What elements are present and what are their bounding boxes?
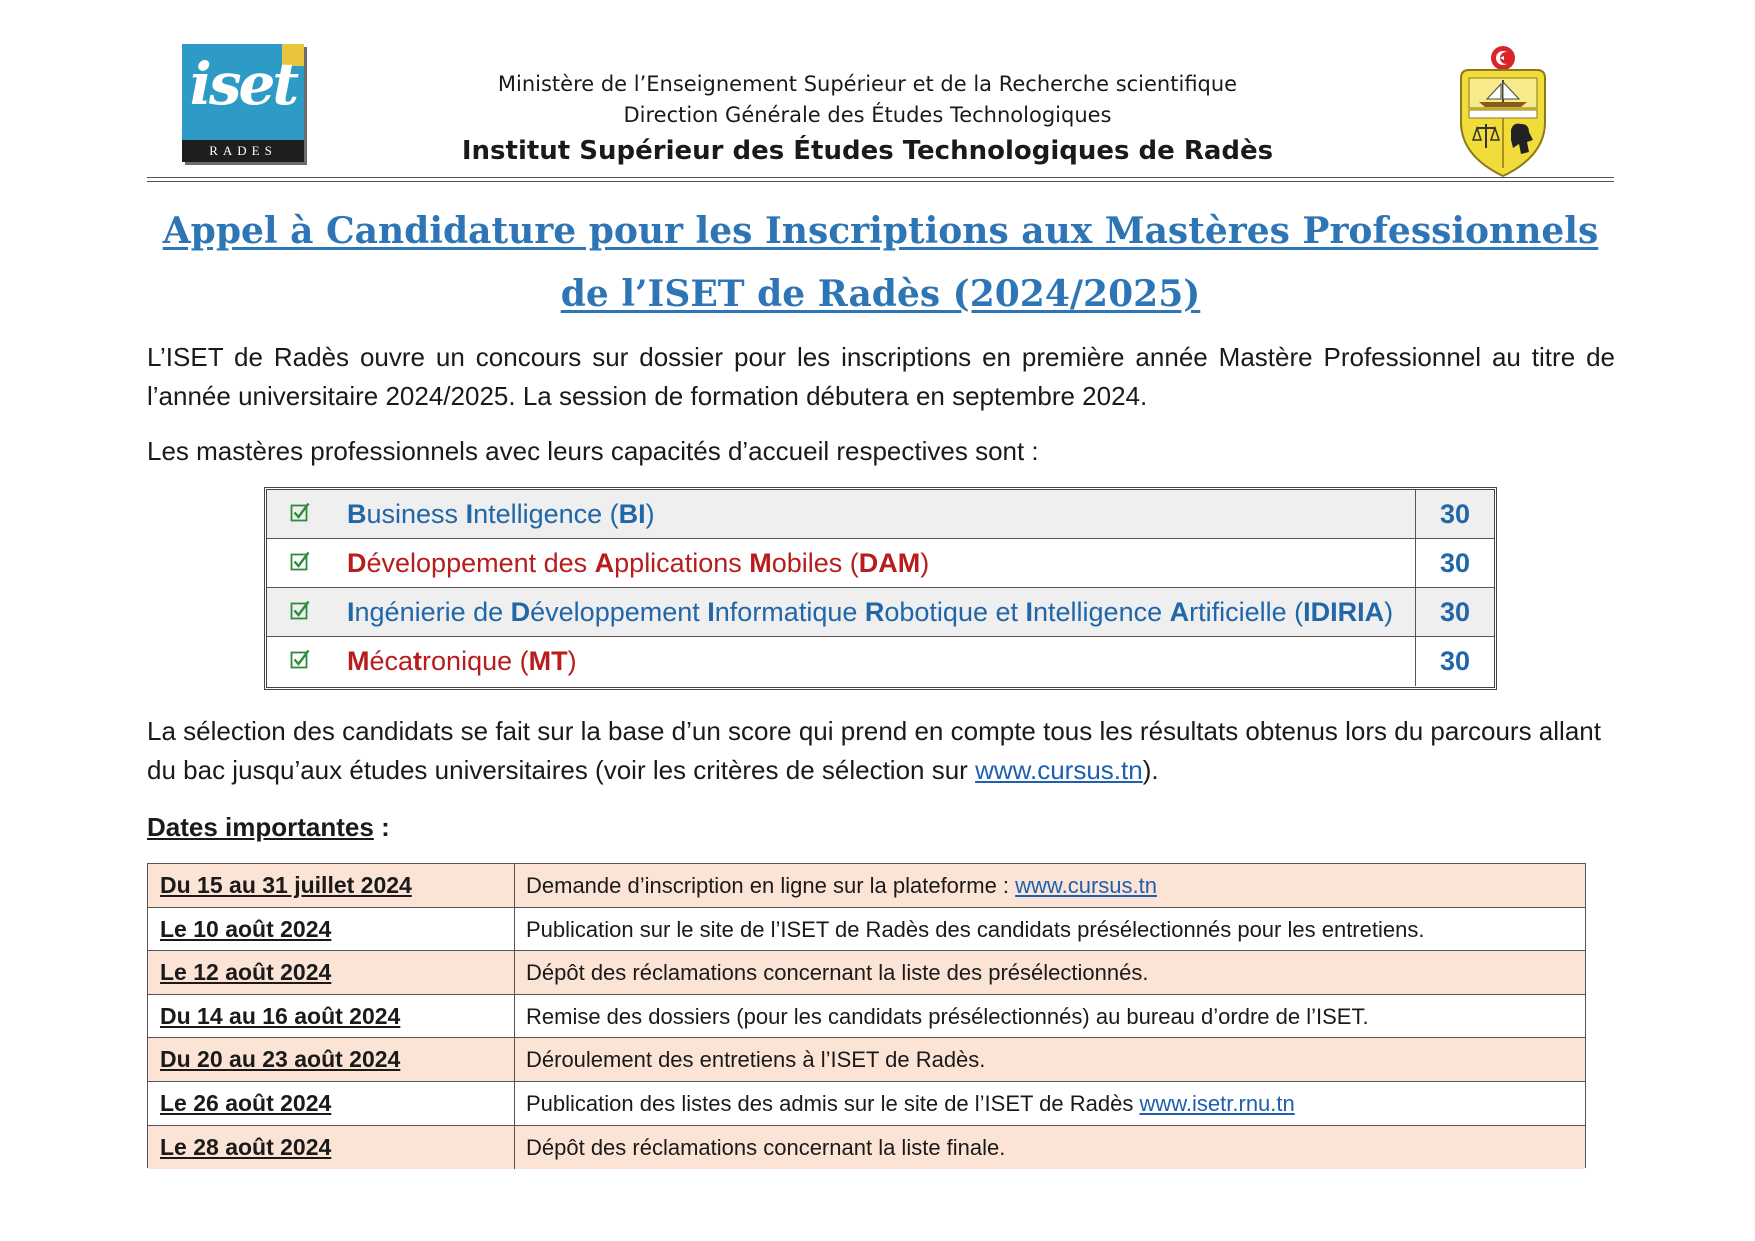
column-divider xyxy=(514,1038,515,1081)
master-row xyxy=(267,490,1494,539)
cursus-link[interactable]: www.cursus.tn xyxy=(975,755,1143,785)
tunisia-coat-of-arms-icon xyxy=(1455,44,1551,178)
ministry-line: Ministère de l’Enseignement Supérieur et de la Recherche scientifique xyxy=(497,72,1238,96)
checked-box-icon xyxy=(290,649,310,669)
event-link[interactable]: www.cursus.tn xyxy=(1015,873,1157,898)
master-row xyxy=(267,637,1494,686)
column-divider xyxy=(514,951,515,994)
column-divider xyxy=(514,908,515,951)
event-description xyxy=(526,908,1424,951)
event-text: Remise des dossiers (pour les candidats présélectionnés) au bureau d’ordre de l’ISET. xyxy=(526,1003,1369,1029)
selection-text-end: ). xyxy=(1142,755,1159,785)
event-text: Dépôt des réclamations concernant la liste finale. xyxy=(526,1134,1006,1160)
master-name: Développement des Applications Mobiles (DAM) xyxy=(347,548,930,578)
dates-table xyxy=(147,863,1586,1168)
event-description xyxy=(526,1038,985,1081)
dates-heading-label: Dates importantes xyxy=(147,812,374,842)
event-text: Dépôt des réclamations concernant la liste des présélectionnés. xyxy=(526,960,1149,986)
column-divider xyxy=(514,1126,515,1170)
date-cell: Du 15 au 31 juillet 2024 xyxy=(160,872,412,898)
date-row xyxy=(148,864,1585,908)
logo-caption: RADES xyxy=(182,140,304,162)
date-row xyxy=(148,951,1585,995)
column-divider xyxy=(1415,588,1416,636)
intro-paragraph: L’ISET de Radès ouvre un concours sur dossier pour les inscriptions en première année Mastère Professionnel au titre de l’année universitaire 2024/2025. La session de formation débutera en septembre 2024. xyxy=(147,342,1615,411)
event-description xyxy=(526,1126,1005,1169)
checked-box-icon xyxy=(290,600,310,620)
date-row xyxy=(148,995,1585,1039)
event-text: Déroulement des entretiens à l’ISET de Radès. xyxy=(526,1047,986,1073)
master-capacity: 30 xyxy=(1439,499,1471,529)
date-cell: Le 12 août 2024 xyxy=(160,959,332,986)
masters-table xyxy=(264,487,1497,690)
master-name: Mécatronique (MT) xyxy=(347,646,577,676)
column-divider xyxy=(1415,637,1416,686)
date-row xyxy=(148,1126,1585,1170)
date-row xyxy=(148,1082,1585,1126)
master-name: Ingénierie de Développement Informatique Robotique et Intelligence Artificielle (IDIRIA) xyxy=(347,597,1394,627)
master-capacity: 30 xyxy=(1439,646,1471,676)
column-divider xyxy=(1415,490,1416,538)
dates-heading-colon: : xyxy=(373,812,390,842)
header-rule-thin xyxy=(147,181,1614,182)
header-rule xyxy=(147,177,1614,178)
master-row xyxy=(267,539,1494,588)
dates-heading xyxy=(147,812,390,843)
iset-rades-logo xyxy=(182,44,304,162)
date-cell: Le 26 août 2024 xyxy=(160,1090,332,1116)
date-cell: Le 10 août 2024 xyxy=(160,915,332,942)
master-name: Business Intelligence (BI) xyxy=(347,499,655,529)
column-divider xyxy=(514,995,515,1038)
selection-paragraph xyxy=(147,712,1615,790)
column-divider xyxy=(514,1082,515,1125)
event-description xyxy=(526,951,1148,994)
selection-text: La sélection des candidats se fait sur la base d’un score qui prend en compte tous les résultats obtenus lors du parcours allant du bac jusqu’aux études universitaires (voir les critères de sélection sur xyxy=(147,716,1601,785)
date-cell: Le 28 août 2024 xyxy=(160,1133,332,1160)
logo-wordmark: iset xyxy=(189,50,297,118)
event-text: Demande d’inscription en ligne sur la plateforme : xyxy=(526,873,1016,898)
event-description xyxy=(526,1082,1295,1125)
date-row xyxy=(148,908,1585,952)
date-row xyxy=(148,1038,1585,1082)
master-capacity: 30 xyxy=(1439,548,1471,578)
checked-box-icon xyxy=(290,502,310,522)
master-row xyxy=(267,588,1494,637)
date-cell: Du 20 au 23 août 2024 xyxy=(160,1046,401,1073)
page-title-line-2: de l’ISET de Radès (2024/2025) xyxy=(560,273,1201,315)
event-text: Publication des listes des admis sur le site de l’ISET de Radès xyxy=(526,1091,1140,1116)
column-divider xyxy=(514,864,515,907)
master-capacity: 30 xyxy=(1439,597,1471,627)
checked-box-icon xyxy=(290,551,310,571)
institute-name: Institut Supérieur des Études Technologiques de Radès xyxy=(461,136,1274,166)
event-description xyxy=(526,995,1369,1038)
event-description xyxy=(526,864,1157,907)
event-text: Publication sur le site de l’ISET de Radès des candidats présélectionnés pour les entretiens. xyxy=(526,916,1425,942)
page-title-line-1: Appel à Candidature pour les Inscriptions aux Mastères Professionnels xyxy=(162,210,1599,252)
masters-intro: Les mastères professionnels avec leurs capacités d’accueil respectives sont : xyxy=(147,436,1039,466)
date-cell: Du 14 au 16 août 2024 xyxy=(160,1002,401,1029)
event-link[interactable]: www.isetr.rnu.tn xyxy=(1139,1091,1295,1116)
directorate-line: Direction Générale des Études Technologiques xyxy=(623,103,1112,127)
column-divider xyxy=(1415,539,1416,587)
